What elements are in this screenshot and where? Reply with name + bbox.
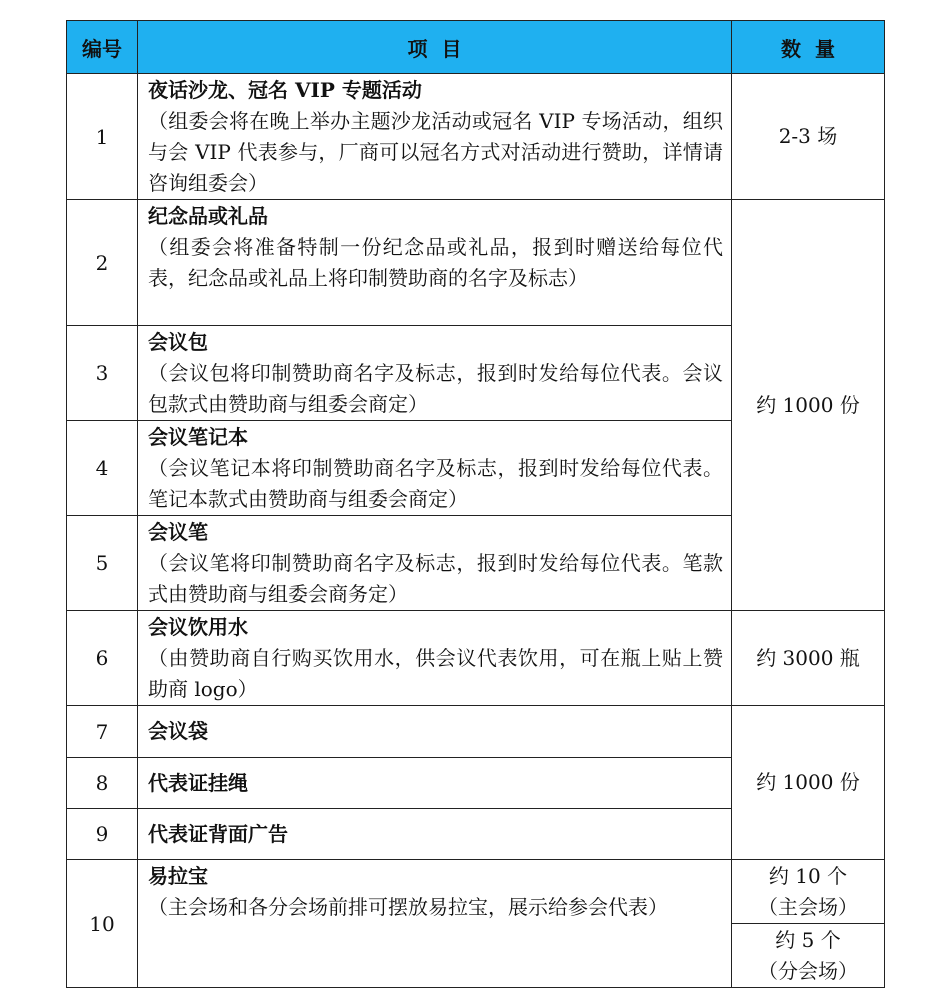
row-item bbox=[138, 809, 732, 860]
row-number: 1 bbox=[67, 74, 138, 200]
row-item bbox=[138, 516, 732, 611]
row-number: 8 bbox=[67, 758, 138, 809]
item-description: （组委会将准备特制一份纪念品或礼品，报到时赠送给每位代表，纪念品或礼品上将印制赞助商的名字及标志） bbox=[148, 235, 723, 290]
row-item bbox=[138, 860, 732, 988]
quantity-note: （分会场） bbox=[758, 958, 858, 983]
table-row bbox=[67, 611, 885, 706]
header-quantity: 数 量 bbox=[732, 21, 885, 74]
row-item bbox=[138, 326, 732, 421]
row-quantity-sub-venue bbox=[732, 924, 885, 988]
row-number: 6 bbox=[67, 611, 138, 706]
table-row bbox=[67, 200, 885, 326]
row-number: 7 bbox=[67, 706, 138, 758]
table-header-row bbox=[67, 21, 885, 74]
row-item bbox=[138, 200, 732, 326]
item-title: 会议袋 bbox=[148, 719, 208, 743]
row-number: 5 bbox=[67, 516, 138, 611]
row-quantity-main-venue bbox=[732, 860, 885, 924]
row-number: 4 bbox=[67, 421, 138, 516]
row-item bbox=[138, 706, 732, 758]
item-description: （会议笔将印制赞助商名字及标志，报到时发给每位代表。笔款式由赞助商与组委会商务定） bbox=[148, 551, 723, 606]
quantity-line: 约 5 个 bbox=[775, 927, 841, 952]
header-number: 编号 bbox=[67, 21, 138, 74]
item-title: 会议笔记本 bbox=[148, 425, 248, 449]
item-description: （主会场和各分会场前排可摆放易拉宝，展示给参会代表） bbox=[148, 895, 668, 919]
row-number: 3 bbox=[67, 326, 138, 421]
item-title: 代表证背面广告 bbox=[148, 821, 288, 846]
table-row bbox=[67, 74, 885, 200]
row-item bbox=[138, 421, 732, 516]
item-description: （会议包将印制赞助商名字及标志，报到时发给每位代表。会议包款式由赞助商与组委会商定） bbox=[148, 361, 723, 416]
row-number: 2 bbox=[67, 200, 138, 326]
item-title: 夜话沙龙、冠名 VIP 专题活动 bbox=[148, 78, 422, 102]
item-description: （会议笔记本将印制赞助商名字及标志，报到时发给每位代表。笔记本款式由赞助商与组委会商定） bbox=[148, 456, 723, 511]
quantity-note: （主会场） bbox=[758, 894, 858, 919]
row-quantity: 2-3 场 bbox=[732, 74, 885, 200]
sponsorship-table bbox=[66, 20, 885, 988]
row-quantity: 约 1000 份 bbox=[732, 200, 885, 611]
item-description: （组委会将在晚上举办主题沙龙活动或冠名 VIP 专场活动，组织与会 VIP 代表参与，厂商可以冠名方式对活动进行赞助，详情请咨询组委会） bbox=[148, 109, 723, 195]
row-item bbox=[138, 611, 732, 706]
table-row bbox=[67, 860, 885, 924]
item-title: 会议笔 bbox=[148, 520, 208, 544]
header-item: 项 目 bbox=[138, 21, 732, 74]
row-number: 10 bbox=[67, 860, 138, 988]
row-item bbox=[138, 74, 732, 200]
item-description: （由赞助商自行购买饮用水，供会议代表饮用，可在瓶上贴上赞助商 logo） bbox=[148, 646, 723, 701]
item-title: 会议饮用水 bbox=[148, 615, 248, 639]
item-title: 纪念品或礼品 bbox=[148, 204, 268, 228]
item-title: 易拉宝 bbox=[148, 864, 208, 888]
row-quantity: 约 3000 瓶 bbox=[732, 611, 885, 706]
row-item bbox=[138, 758, 732, 809]
item-title: 代表证挂绳 bbox=[148, 770, 248, 795]
table-row bbox=[67, 706, 885, 758]
row-number: 9 bbox=[67, 809, 138, 860]
row-quantity: 约 1000 份 bbox=[732, 706, 885, 860]
item-title: 会议包 bbox=[148, 330, 208, 354]
quantity-line: 约 10 个 bbox=[768, 863, 848, 888]
